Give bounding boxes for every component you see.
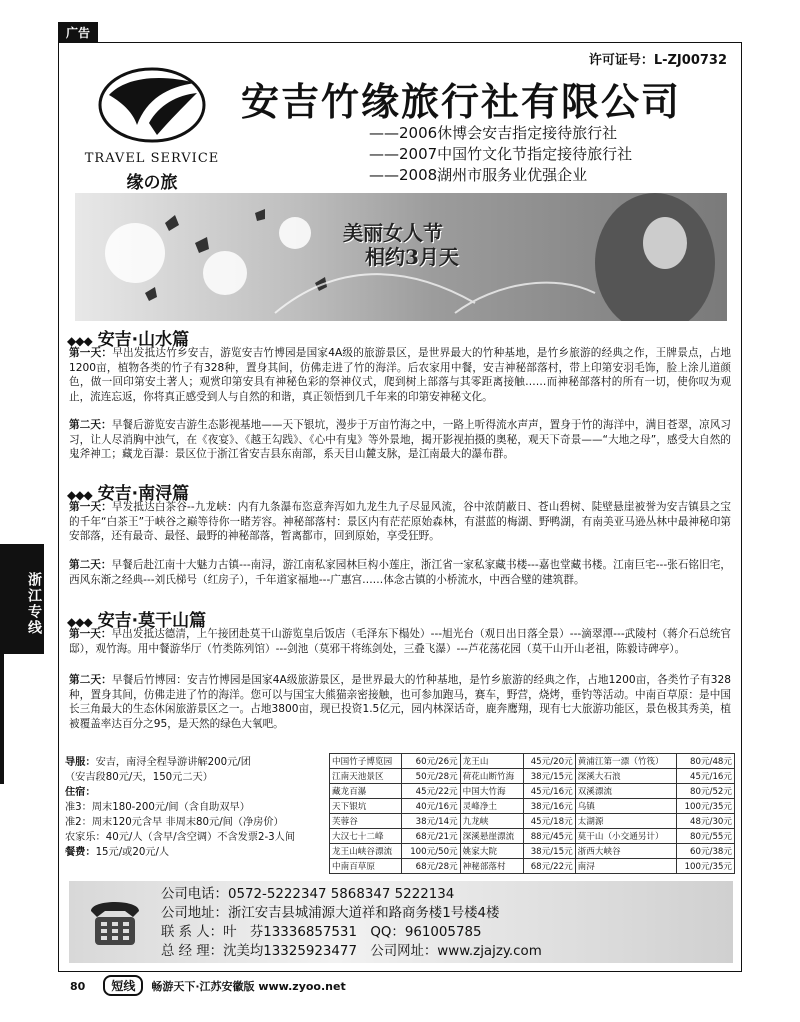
diamond-bullets-icon: ◆◆◆	[67, 488, 92, 502]
attraction-name-cell: 天下银坑	[330, 799, 402, 814]
attraction-name-cell: 深溪大石浪	[575, 769, 676, 784]
meal-text: 15元/或20元/人	[95, 847, 170, 858]
attraction-price-cell: 68元/28元	[402, 859, 460, 874]
ad-page	[58, 42, 742, 972]
footer-slogan: 畅游天下·江苏安徽版 www.zyoo.net	[151, 980, 346, 993]
logo-swoosh-icon	[97, 65, 207, 145]
attraction-name-cell: 南浔	[575, 859, 676, 874]
attraction-price-cell: 38元/16元	[523, 799, 575, 814]
ad-tag: 广告	[58, 22, 98, 43]
attraction-name-cell: 江南天池景区	[330, 769, 402, 784]
attraction-name-cell: 中国竹子博览园	[330, 754, 402, 769]
attraction-price-cell: 48元/30元	[676, 814, 734, 829]
attraction-price-cell: 100元/35元	[676, 799, 734, 814]
lodging-item: 农家乐：40元/人（含早/含空调）不含发票2-3人间	[65, 832, 296, 843]
table-row	[330, 784, 735, 799]
guide-text: 安吉，南浔全程导游讲解200元/团	[95, 757, 251, 768]
contact-panel	[69, 881, 733, 963]
table-row	[330, 814, 735, 829]
attraction-name-cell: 深溪悬崖漂流	[460, 829, 523, 844]
attraction-name-cell: 神秘部落村	[460, 859, 523, 874]
day-text: 早餐后竹博园：安吉竹博园是国家4A级旅游景区，是世界最大的竹种基地，是竹乡旅游的经典之作，占地1200亩，各类竹子有328种，置身其间，仿佛走进了竹的海洋。您可以与国宝大熊猫亲密接触，也可参加跑马，赛车，野营，烧烤，垂钓等活动。中南百草原：是中国长三角最大的生态休闲旅游景区之一。占地3800亩，现已投资1.5亿元，园内林深话奇，鹿奔鹰翔，现有七大旅游功能区，景色极其秀美，植被覆盖率达百分之95，是天然的绿色大氧吧。	[69, 674, 731, 730]
day-text: 早出发抵达竹乡安吉，游览安吉竹博园是国家4A级的旅游景区，是世界最大的竹种基地，是竹乡旅游的经典之作，王牌景点，占地1200亩，植物各类的竹子有328种，置身其间，仿佛走进了竹的海洋。后农家用中餐，安吉神秘部落村，带上印第安羽毛饰，脸上涂儿道颜色，做一回印第安土著人；观赏印第安具有神秘色彩的祭神仪式，爬到树上部落与其零距离接触……而神秘部落村的所有一切，使你叹为观止，流连忘返，你将真正感受到人与自然的和谐，真正领悟到几千年来的印第安神秘文化。	[69, 347, 731, 403]
attraction-name-cell: 灵峰净土	[460, 799, 523, 814]
attraction-name-cell: 浙西大峡谷	[575, 844, 676, 859]
attraction-name-cell: 中南百草原	[330, 859, 402, 874]
attraction-price-cell: 80元/52元	[676, 784, 734, 799]
telephone-icon	[83, 891, 147, 951]
table-row	[330, 799, 735, 814]
honor-item: ——2006休博会安吉指定接待旅行社	[369, 124, 618, 142]
attraction-price-cell: 38元/15元	[523, 769, 575, 784]
contact-address: 公司地址：浙江安吉县城浦源大道祥和路商务楼1号楼4楼	[161, 906, 500, 921]
attraction-name-cell: 藏龙百瀑	[330, 784, 402, 799]
page-number: 80	[70, 980, 86, 993]
table-row	[330, 754, 735, 769]
attraction-price-cell: 80元/48元	[676, 754, 734, 769]
company-name: 安吉竹缘旅行社有限公司	[241, 80, 682, 124]
day-text: 早餐后赴江南十大魅力古镇---南浔，游江南私家园林巨构小莲庄，浙江省一家私家藏书楼---嘉也堂藏书楼。江南巨宅---张石铭旧宅，西风东渐之经典---刘氏梯号（红房子），千年道家福地---广惠宫……体念古镇的小桥流水，中西合璧的建筑群。	[69, 559, 731, 586]
day-label: 第二天：	[69, 559, 112, 571]
honor-item: ——2008湖州市服务业优强企业	[369, 166, 588, 184]
honor-item: ——2007中国竹文化节指定接待旅行社	[369, 145, 633, 163]
itinerary-day	[69, 558, 731, 587]
attraction-price-cell: 100元/35元	[676, 859, 734, 874]
day-label: 第一天：	[69, 501, 112, 513]
attraction-price-cell: 45元/18元	[523, 814, 575, 829]
meal-label: 餐费：	[65, 847, 96, 858]
banner-title-line1: 美丽女人节	[343, 221, 443, 245]
attraction-name-cell: 中国大竹海	[460, 784, 523, 799]
lodging-label: 住宿：	[65, 787, 96, 798]
day-text: 早出发抵达德清，上午接团赴莫干山游览皇后饭店（毛泽东下榻处）---旭光台（观日出日落全景）---滴翠潭---武陵村（蒋介石总统官邸），观竹海。用中餐游华厅（竹类陈列馆）---剑池（莫邪干将练剑处，三叠飞瀑）---芦花荡花园（莫干山开山老祖，陈毅诗碑亭）。	[69, 628, 731, 655]
table-row	[330, 859, 735, 874]
day-label: 第一天：	[69, 628, 112, 640]
table-row	[330, 844, 735, 859]
attraction-price-cell: 100元/50元	[402, 844, 460, 859]
company-logo	[77, 65, 227, 193]
guide-label: 导服：	[65, 757, 96, 768]
contact-phone: 公司电话：0572-5222347 5868347 5222134	[161, 887, 455, 902]
attraction-name-cell: 龙王山峡谷漂流	[330, 844, 402, 859]
license-number: 许可证号：L-ZJ00732	[588, 53, 727, 68]
attraction-name-cell: 双溪漂流	[575, 784, 676, 799]
day-label: 第二天：	[69, 419, 112, 431]
itinerary-day	[69, 346, 731, 404]
ticket-price-table	[329, 753, 735, 874]
attraction-price-cell: 60元/26元	[402, 754, 460, 769]
diamond-bullets-icon: ◆◆◆	[67, 334, 92, 348]
day-text: 早发抵达白茶谷--九龙峡：内有九条瀑布恣意奔泻如九龙生九子尽显风流，谷中浓荫蔽日、苍山碧树、陡壁悬崖被誉为安吉镇县之宝的千年“白茶王”于峡谷之巅等待你一睹芳容。神秘部落村：景区内有茫茫原始森林，有湛蓝的梅湖、野鸭湖，有南美亚马逊丛林中最神秘印第安部落，还有最奇、最怪、最野的神秘部落，暂离都市，回到原始，享受狂野。	[69, 501, 732, 543]
contact-lines	[161, 885, 542, 961]
lodging-item: 准3：周末180-200元/间（含自助双早）	[65, 802, 250, 813]
attraction-name-cell: 黄浦江第一漂（竹筏）	[575, 754, 676, 769]
attraction-price-cell: 38元/14元	[402, 814, 460, 829]
attraction-price-cell: 45元/20元	[523, 754, 575, 769]
table-row	[330, 769, 735, 784]
itinerary-day	[69, 500, 731, 544]
banner-title-line2: 相约3月天	[365, 245, 459, 269]
attraction-name-cell: 芙蓉谷	[330, 814, 402, 829]
attraction-price-cell: 88元/45元	[523, 829, 575, 844]
attraction-name-cell: 九龙峡	[460, 814, 523, 829]
honors-list	[369, 123, 632, 186]
guide-sub: （安吉段80元/天，150元二天）	[65, 772, 213, 783]
attraction-price-cell: 45元/22元	[402, 784, 460, 799]
contact-person: 联 系 人：叶 芬13336857531 QQ：961005785	[161, 925, 482, 940]
attraction-price-cell: 45元/16元	[676, 769, 734, 784]
page-footer	[70, 975, 346, 996]
section-title: 安吉·山水篇	[97, 330, 190, 350]
attraction-name-cell: 荷花山断竹海	[460, 769, 523, 784]
attraction-price-cell: 50元/28元	[402, 769, 460, 784]
table-row	[330, 829, 735, 844]
attraction-name-cell: 莫干山（小交通另计）	[575, 829, 676, 844]
attraction-price-cell: 68元/22元	[523, 859, 575, 874]
day-label: 第一天：	[69, 347, 113, 359]
attraction-name-cell: 龙王山	[460, 754, 523, 769]
itinerary-day	[69, 627, 731, 656]
service-info	[65, 755, 323, 860]
attraction-name-cell: 大汉七十二峰	[330, 829, 402, 844]
day-label: 第二天：	[69, 674, 112, 686]
attraction-price-cell: 60元/38元	[676, 844, 734, 859]
lodging-item: 准2：周末120元含早 非周末80元/间（净房价）	[65, 817, 284, 828]
attraction-price-cell: 40元/16元	[402, 799, 460, 814]
side-tab-zhejiang: 浙江专线	[0, 544, 44, 654]
logo-chinese-text: 缘の旅	[126, 173, 178, 193]
attraction-name-cell: 乌镇	[575, 799, 676, 814]
section-title: 安吉·莫干山篇	[97, 611, 207, 631]
section-title: 安吉·南浔篇	[97, 484, 190, 504]
attraction-name-cell: 太湖源	[575, 814, 676, 829]
attraction-price-cell: 38元/15元	[523, 844, 575, 859]
attraction-price-cell: 80元/55元	[676, 829, 734, 844]
footer-brand-badge: 短线	[103, 975, 143, 996]
diamond-bullets-icon: ◆◆◆	[67, 615, 92, 629]
logo-english-text: TRAVEL SERVICE	[84, 151, 220, 166]
attraction-price-cell: 68元/21元	[402, 829, 460, 844]
attraction-name-cell: 姚家大院	[460, 844, 523, 859]
banner-title	[343, 221, 459, 269]
day-text: 早餐后游览安吉游生态影视基地——天下银坑，漫步于万亩竹海之中，一路上听得流水声声，置身于竹的海洋中，满目苍翠，凉风习习，让人尽消胸中浊气，在《夜宴》、《越王勾践》、《心中有鬼》等外景地，揭开影视拍摄的奥秘，观天下奇景——“大地之母”，感受大自然的鬼斧神工；藏龙百瀑：景区位于浙江省安吉县东南部，系天目山麓支脉，是江南最大的瀑布群。	[69, 419, 732, 461]
itinerary-day	[69, 418, 731, 462]
itinerary-day	[69, 673, 731, 731]
contact-manager: 总 经 理：沈美均13325923477 公司网址：www.zjajzy.com	[161, 944, 542, 959]
attraction-price-cell: 45元/16元	[523, 784, 575, 799]
promo-banner	[75, 193, 727, 321]
